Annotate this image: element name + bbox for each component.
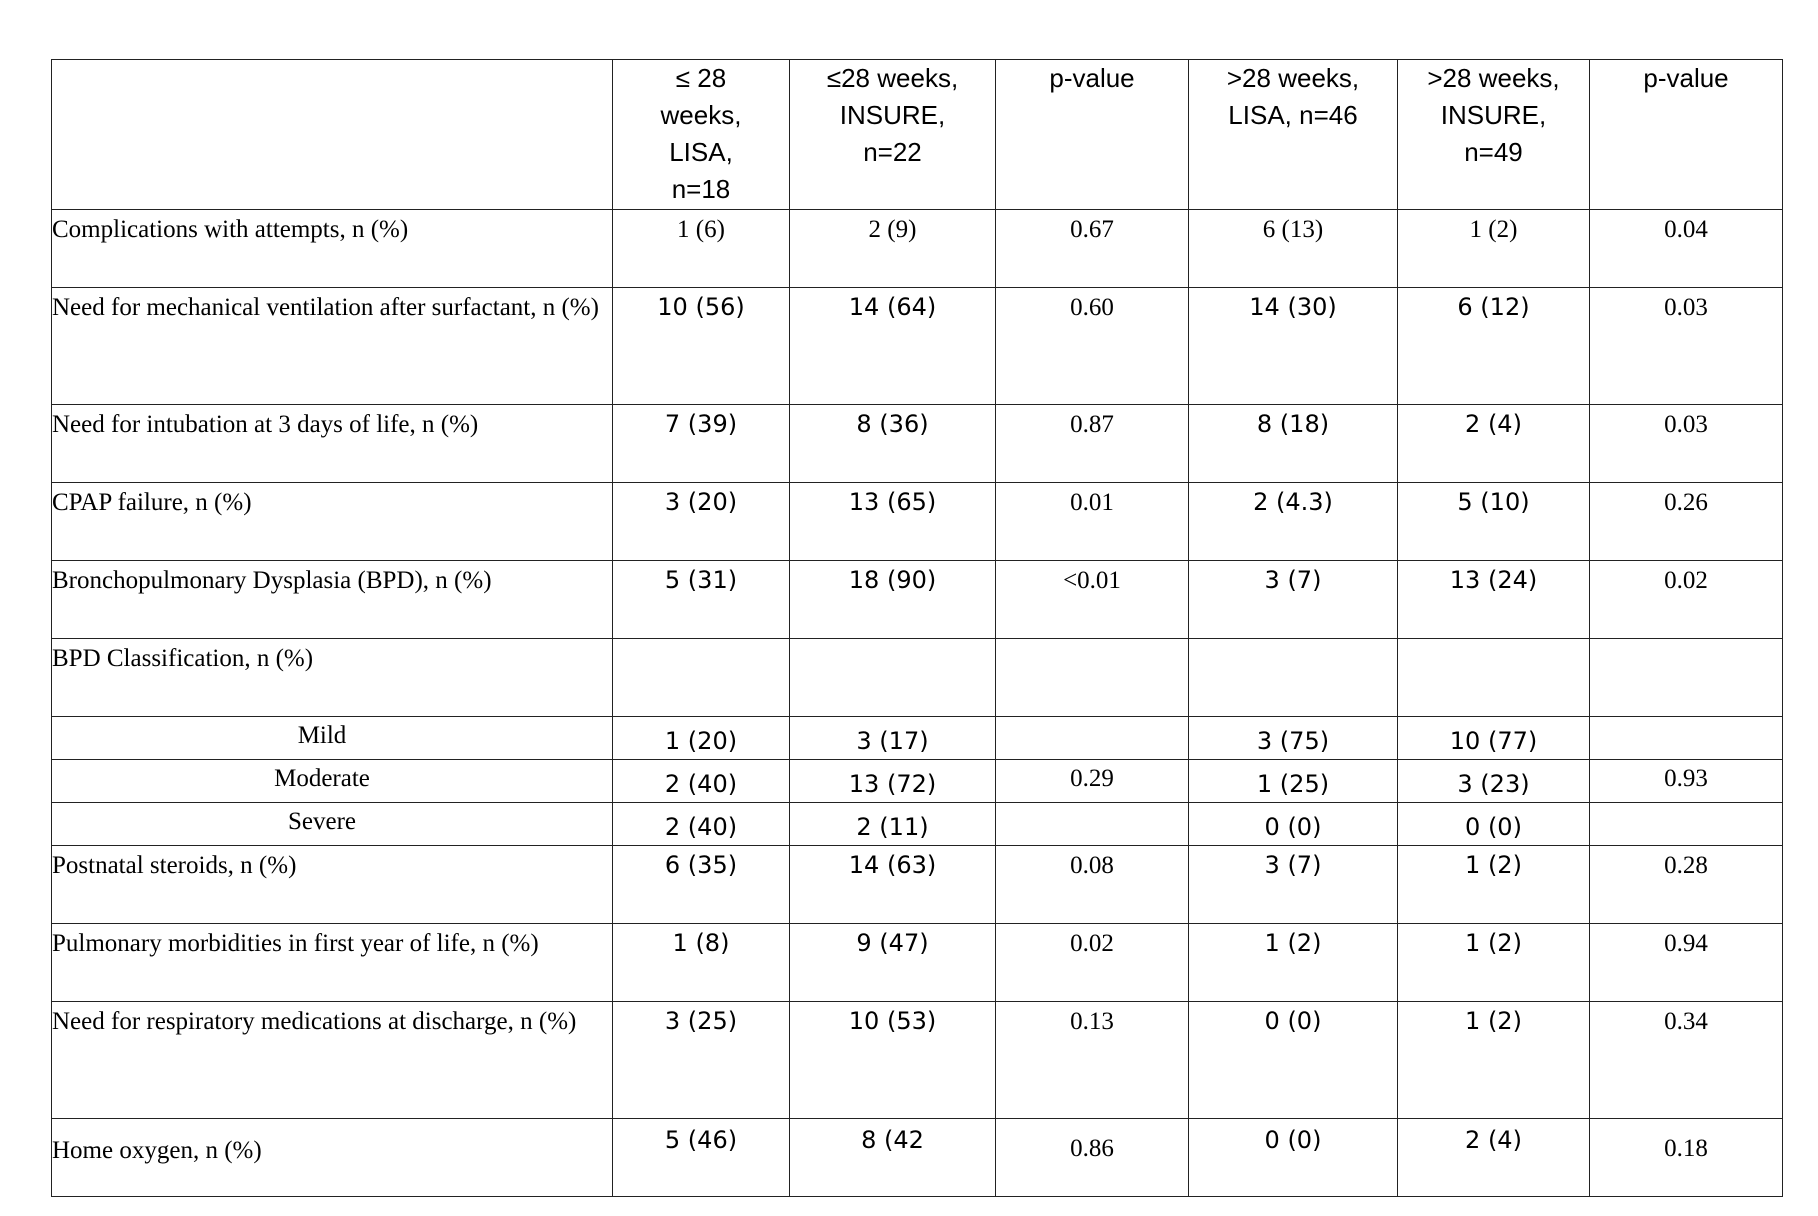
table-row — [52, 760, 1783, 803]
cell-value: 1 (20) — [613, 717, 790, 760]
row-sublabel: Moderate — [52, 760, 613, 803]
cell-pvalue: 0.67 — [996, 210, 1189, 288]
cell-value: 1 (6) — [613, 210, 790, 288]
cell-pvalue — [1590, 803, 1783, 846]
cell-pvalue — [1590, 717, 1783, 760]
cell-pvalue: 0.60 — [996, 288, 1189, 405]
cell-value: 1 (8) — [613, 924, 790, 1002]
table-row — [52, 924, 1783, 1002]
cell-value: 0 (0) — [1189, 803, 1398, 846]
cell-value: 2 (40) — [613, 803, 790, 846]
cell-pvalue: 0.26 — [1590, 483, 1783, 561]
header-line: n=22 — [863, 137, 922, 167]
row-label: BPD Classification, n (%) — [52, 639, 613, 717]
cell-value: 0 (0) — [1189, 1119, 1398, 1197]
header-line: ≤ 28 — [675, 63, 727, 93]
cell-pvalue: 0.87 — [996, 405, 1189, 483]
cell-pvalue: 0.86 — [996, 1119, 1189, 1197]
cell-value: 2 (9) — [790, 210, 996, 288]
cell-value: 6 (35) — [613, 846, 790, 924]
cell-value — [790, 639, 996, 717]
cell-pvalue: 0.93 — [1590, 760, 1783, 803]
cell-value: 14 (30) — [1189, 288, 1398, 405]
header-line: p-value — [1643, 63, 1729, 93]
row-label: Home oxygen, n (%) — [52, 1119, 613, 1197]
cell-value: 1 (2) — [1398, 210, 1590, 288]
cell-value: 2 (4) — [1398, 1119, 1590, 1197]
cell-value: 1 (2) — [1398, 846, 1590, 924]
cell-value: 2 (40) — [613, 760, 790, 803]
header-le28-lisa — [613, 60, 790, 210]
cell-value: 6 (12) — [1398, 288, 1590, 405]
cell-value: 3 (7) — [1189, 846, 1398, 924]
cell-pvalue: <0.01 — [996, 561, 1189, 639]
cell-value: 2 (4.3) — [1189, 483, 1398, 561]
cell-pvalue — [1590, 639, 1783, 717]
table-row — [52, 483, 1783, 561]
cell-pvalue: 0.03 — [1590, 288, 1783, 405]
cell-pvalue — [996, 803, 1189, 846]
cell-pvalue: 0.28 — [1590, 846, 1783, 924]
row-label: Need for respiratory medications at discharge, n (%) — [52, 1002, 613, 1119]
cell-value: 8 (42 — [790, 1119, 996, 1197]
table-row — [52, 1119, 1783, 1197]
cell-pvalue: 0.34 — [1590, 1002, 1783, 1119]
cell-value: 0 (0) — [1398, 803, 1590, 846]
cell-value: 8 (18) — [1189, 405, 1398, 483]
cell-value: 3 (23) — [1398, 760, 1590, 803]
header-row — [52, 60, 1783, 210]
header-gt28-insure — [1398, 60, 1590, 210]
cell-value: 2 (11) — [790, 803, 996, 846]
cell-pvalue: 0.04 — [1590, 210, 1783, 288]
header-line: LISA, n=46 — [1228, 100, 1358, 130]
cell-value: 7 (39) — [613, 405, 790, 483]
table-row — [52, 846, 1783, 924]
cell-value: 3 (20) — [613, 483, 790, 561]
table-row — [52, 561, 1783, 639]
cell-pvalue — [996, 639, 1189, 717]
cell-value: 10 (77) — [1398, 717, 1590, 760]
cell-pvalue: 0.02 — [996, 924, 1189, 1002]
cell-value: 14 (64) — [790, 288, 996, 405]
cell-value: 1 (2) — [1398, 1002, 1590, 1119]
cell-value: 3 (25) — [613, 1002, 790, 1119]
cell-value — [1189, 639, 1398, 717]
cell-pvalue — [996, 717, 1189, 760]
header-gt28-lisa — [1189, 60, 1398, 210]
header-le28-insure — [790, 60, 996, 210]
cell-value: 1 (25) — [1189, 760, 1398, 803]
header-line: >28 weeks, — [1427, 63, 1560, 93]
table-row — [52, 210, 1783, 288]
table-row — [52, 1002, 1783, 1119]
table-row — [52, 405, 1783, 483]
header-empty-cell — [52, 60, 613, 210]
cell-pvalue: 0.01 — [996, 483, 1189, 561]
header-pvalue-le28 — [996, 60, 1189, 210]
cell-value: 5 (31) — [613, 561, 790, 639]
row-label: Complications with attempts, n (%) — [52, 210, 613, 288]
cell-pvalue: 0.18 — [1590, 1119, 1783, 1197]
cell-value: 1 (2) — [1398, 924, 1590, 1002]
table-row — [52, 717, 1783, 760]
cell-value: 5 (10) — [1398, 483, 1590, 561]
header-line: LISA, — [669, 137, 733, 167]
cell-pvalue: 0.08 — [996, 846, 1189, 924]
cell-value: 1 (2) — [1189, 924, 1398, 1002]
cell-value: 18 (90) — [790, 561, 996, 639]
cell-pvalue: 0.29 — [996, 760, 1189, 803]
cell-value: 3 (75) — [1189, 717, 1398, 760]
row-label: Pulmonary morbidities in first year of life, n (%) — [52, 924, 613, 1002]
cell-value: 13 (65) — [790, 483, 996, 561]
cell-value: 8 (36) — [790, 405, 996, 483]
row-label: Need for mechanical ventilation after surfactant, n (%) — [52, 288, 613, 405]
cell-value: 0 (0) — [1189, 1002, 1398, 1119]
cell-pvalue: 0.13 — [996, 1002, 1189, 1119]
cell-value: 14 (63) — [790, 846, 996, 924]
header-line: INSURE, — [1440, 100, 1547, 130]
header-line: >28 weeks, — [1226, 63, 1360, 93]
cell-value: 2 (4) — [1398, 405, 1590, 483]
table-row — [52, 288, 1783, 405]
header-line: n=18 — [671, 174, 731, 204]
cell-value: 3 (7) — [1189, 561, 1398, 639]
row-sublabel: Severe — [52, 803, 613, 846]
table-row — [52, 639, 1783, 717]
row-label: Need for intubation at 3 days of life, n (%) — [52, 405, 613, 483]
row-sublabel: Mild — [52, 717, 613, 760]
header-line: ≤28 weeks, — [826, 63, 959, 93]
cell-value: 5 (46) — [613, 1119, 790, 1197]
header-line: weeks, — [660, 100, 742, 130]
header-line: n=49 — [1464, 137, 1523, 167]
cell-value: 10 (56) — [613, 288, 790, 405]
row-label: Bronchopulmonary Dysplasia (BPD), n (%) — [52, 561, 613, 639]
cell-value: 13 (24) — [1398, 561, 1590, 639]
cell-value: 6 (13) — [1189, 210, 1398, 288]
cell-value: 3 (17) — [790, 717, 996, 760]
outcomes-table — [51, 59, 1783, 1197]
cell-value — [1398, 639, 1590, 717]
header-line: INSURE, — [839, 100, 946, 130]
header-pvalue-gt28 — [1590, 60, 1783, 210]
header-line: p-value — [1049, 63, 1135, 93]
cell-pvalue: 0.02 — [1590, 561, 1783, 639]
cell-pvalue: 0.03 — [1590, 405, 1783, 483]
cell-value: 10 (53) — [790, 1002, 996, 1119]
cell-value: 9 (47) — [790, 924, 996, 1002]
row-label: CPAP failure, n (%) — [52, 483, 613, 561]
cell-value: 13 (72) — [790, 760, 996, 803]
cell-pvalue: 0.94 — [1590, 924, 1783, 1002]
cell-value — [613, 639, 790, 717]
row-label: Postnatal steroids, n (%) — [52, 846, 613, 924]
table-row — [52, 803, 1783, 846]
